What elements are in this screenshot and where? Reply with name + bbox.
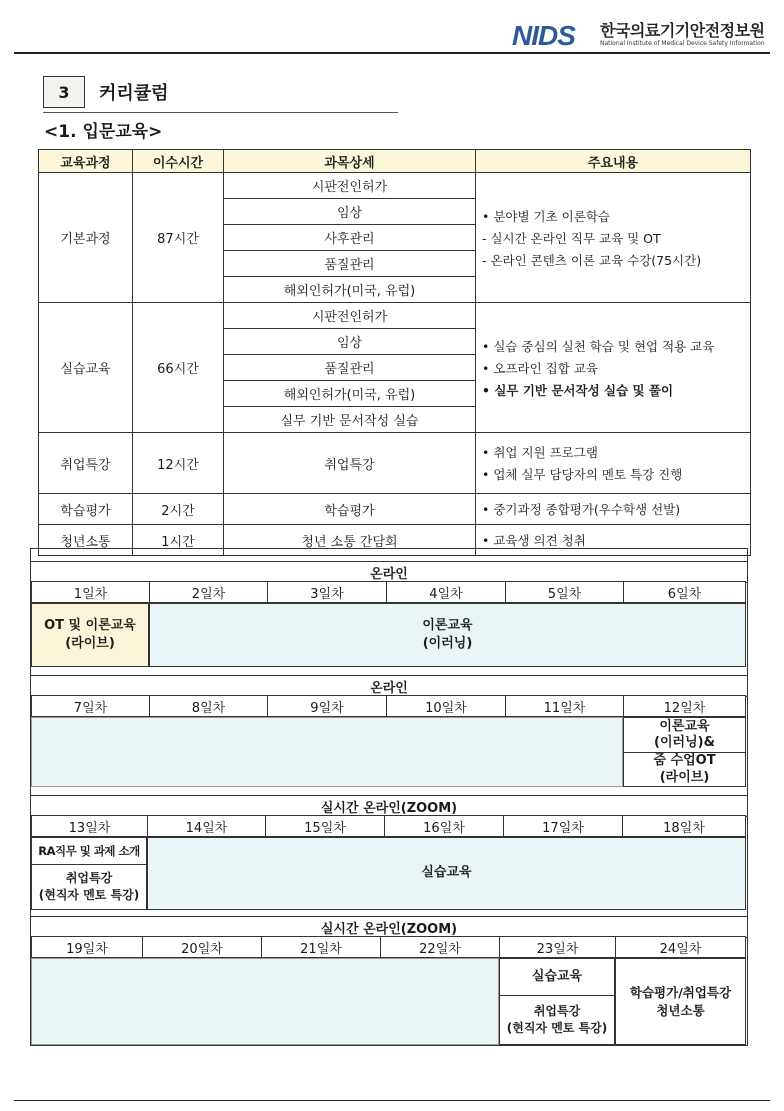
elearning-block [149,603,746,667]
day-cell: 3일차 [267,581,387,603]
hours-cell: 1시간 [133,525,224,556]
practice-block-day23 [499,958,615,996]
subject-cell: 해외인허가(미국, 유럽) [224,381,476,407]
block-line: 이론교육 [422,617,473,633]
header-divider [14,52,770,54]
block-line: 실습교육 [421,865,472,881]
subject-cell: 해외인허가(미국, 유럽) [224,277,476,303]
content-cell [476,303,751,433]
table-header-row [39,150,751,173]
block-line: OT 및 이론교육 [44,617,136,633]
block-line: 실습교육 [531,968,583,984]
table-row [39,494,751,525]
subject-cell: 사후관리 [224,225,476,251]
content-line: • 실습 중심의 실천 학습 및 현업 적용 교육 [482,338,715,354]
subject-cell: 학습평가 [224,494,476,525]
day-cell: 4일차 [386,581,506,603]
day-cell: 19일차 [31,936,143,958]
day-cell: 16일차 [384,815,504,837]
day-cell: 8일차 [149,695,268,717]
hours-cell: 2시간 [133,494,224,525]
schedule-band-week4: 실시간 온라인(ZOOM) [31,916,747,938]
block-line: (현직자 멘토 특강) [38,888,140,902]
subject-cell: 임상 [224,329,476,355]
day-cell: 9일차 [267,695,387,717]
subject-cell: 시판전인허가 [224,303,476,329]
ot-live-block [31,603,149,667]
org-subtitle: National Institute of Medical Device Safety Information [600,40,765,47]
day-cell: 17일차 [503,815,623,837]
elearning-zoom-block [623,717,746,753]
day-cell: 13일차 [31,815,148,837]
schedule-band-week3: 실시간 온라인(ZOOM) [31,795,747,817]
content-cell [476,433,751,494]
day-cell: 23일차 [499,936,616,958]
empty-schedule-area [31,958,499,1045]
block-line: (이러닝)& [654,735,715,750]
ra-intro-block [31,837,147,865]
day-cell: 21일차 [261,936,381,958]
block-line: RA직무 및 과제 소개 [38,843,140,858]
day-cell: 7일차 [31,695,150,717]
day-cell: 20일차 [142,936,262,958]
evaluation-block [615,958,746,1045]
subsection-title: <1. 입문교육> [44,122,163,142]
content-line: • 분야별 기초 이론학습 [482,208,610,224]
course-cell: 학습평가 [39,494,133,525]
content-line: • 교육생 의견 청취 [482,533,586,548]
day-cell: 10일차 [386,695,506,717]
header-hours: 이수시간 [133,150,224,173]
day-cell: 15일차 [265,815,385,837]
header-content: 주요내용 [476,150,751,173]
zoom-ot-block [623,752,746,787]
block-line: 이론교육 [659,718,710,734]
hours-cell: 66시간 [133,303,224,433]
course-cell: 기본과정 [39,173,133,303]
section-number: 3 [43,76,85,108]
table-row [39,433,751,494]
subject-cell: 품질관리 [224,355,476,381]
schedule-band-week2: 온라인 [31,675,747,697]
header-subject: 과목상세 [224,150,476,173]
day-cell: 12일차 [623,695,746,717]
content-line: • 중기과정 종합평가(우수학생 선발) [482,502,681,517]
day-cell: 24일차 [615,936,746,958]
content-cell [476,494,751,525]
hours-cell: 12시간 [133,433,224,494]
day-cell: 6일차 [623,581,746,603]
empty-schedule-area [31,717,623,787]
org-name: 한국의료기기안전정보원 [600,21,765,40]
content-line: - 온라인 콘텐츠 이론 교육 수강(75시간) [482,252,702,268]
subject-cell: 취업특강 [224,433,476,494]
logo-mark: NIDS [512,20,575,50]
content-line: - 실시간 온라인 직무 교육 및 OT [482,230,661,246]
day-cell: 11일차 [505,695,624,717]
subject-cell: 품질관리 [224,251,476,277]
nids-logo-icon [512,20,596,50]
day-cell: 18일차 [622,815,746,837]
day-cell: 2일차 [149,581,268,603]
header-course: 교육과정 [39,150,133,173]
table-row [39,303,751,329]
content-cell [476,173,751,303]
curriculum-table [38,149,751,556]
subject-cell: 시판전인허가 [224,173,476,199]
block-line: (이러닝) [422,636,473,651]
block-line: (라이브) [659,769,710,785]
course-cell: 취업특강 [39,433,133,494]
content-line: • 업체 실무 담당자의 멘토 특강 진행 [482,467,683,482]
block-line: 취업특강 [533,1004,581,1019]
block-line: (라이브) [65,636,115,651]
section-underline [43,112,398,113]
day-cell: 1일차 [31,581,150,603]
content-line: • 오프라인 집합 교육 [482,360,598,376]
table-row [39,173,751,199]
subject-cell: 실무 기반 문서작성 실습 [224,407,476,433]
day-cell: 22일차 [380,936,500,958]
course-cell: 실습교육 [39,303,133,433]
block-line: 학습평가/취업특강 [629,985,732,1000]
block-line: (현직자 멘토 특강) [506,1021,608,1035]
block-line: 줌 수업OT [653,753,716,769]
day-cell: 5일차 [505,581,624,603]
content-line: • 취업 지원 프로그램 [482,445,598,460]
schedule-band-week1: 온라인 [31,561,747,583]
logo [512,18,774,52]
subject-cell: 청년 소통 간담회 [224,525,476,556]
block-line: 취업특강 [65,871,113,886]
career-talk-block-day23 [499,995,615,1045]
practice-block [147,837,746,910]
section-title: 커리큘럼 [99,83,169,104]
block-line: 청년소통 [656,1002,705,1018]
footer-divider [14,1100,770,1101]
course-cell: 청년소통 [39,525,133,556]
career-talk-block [31,864,147,910]
schedule-grid [30,548,748,1046]
subject-cell: 임상 [224,199,476,225]
day-cell: 14일차 [147,815,266,837]
content-line: • 실무 기반 문서작성 실습 및 풀이 [482,382,674,398]
hours-cell: 87시간 [133,173,224,303]
